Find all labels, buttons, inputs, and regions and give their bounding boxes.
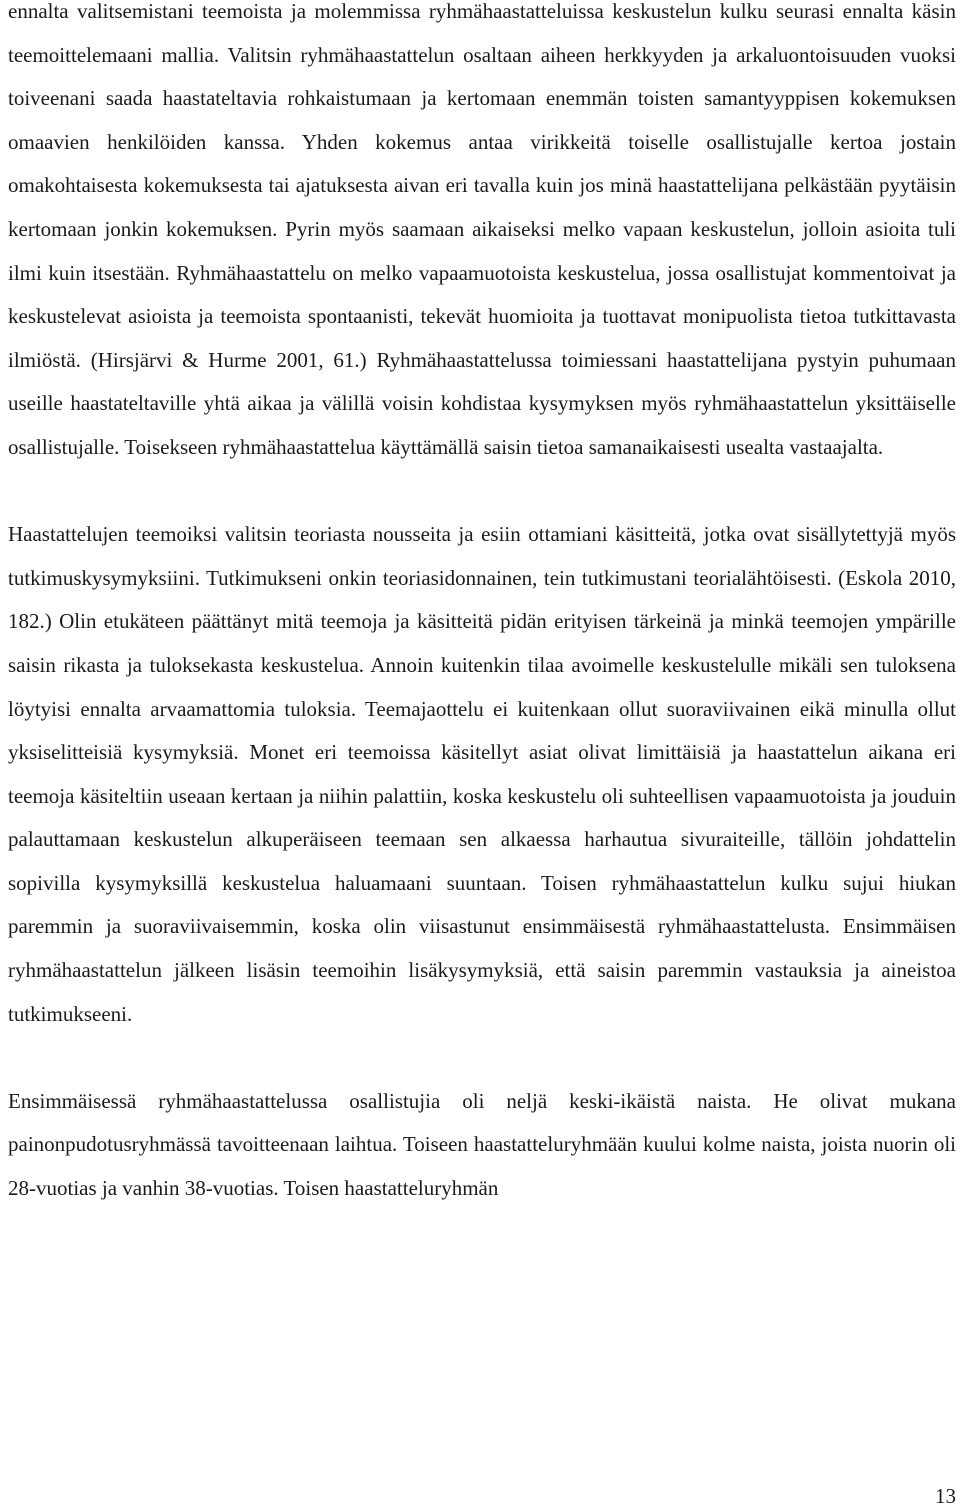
- paragraph-spacer: [8, 470, 956, 514]
- document-page: [8, 0, 956, 1211]
- paragraph-participants: Ensimmäisessä ryhmähaastattelussa osallistujia oli neljä keski-ikäistä naista. He olivat mukana painonpudotusryhmässä tavoitteenaan laihtua. Toiseen haastatteluryhmään kuului kolme naista, joista nuorin oli 28-vuotias ja vanhin 38-vuotias. Toisen haastatteluryhmän: [8, 1088, 956, 1201]
- page-number: 13: [935, 1484, 956, 1508]
- paragraph-spacer: [8, 1036, 956, 1080]
- paragraph-interview-themes: Haastattelujen teemoiksi valitsin teoriasta nousseita ja esiin ottamiani käsitteitä, jotka ovat sisällytettyjä myös tutkimuskysymyksiini. Tutkimukseni onkin teoriasidonnainen, tein tutkimustani teorialähtöisesti. (Eskola 2010, 182.) Olin etukäteen päättänyt mitä teemoja ja käsitteitä pidän erityisen tärkeinä ja minkä teemojen ympärille saisin rikasta ja tuloksekasta keskustelua. Annoin kuitenkin tilaa avoimelle keskustelulle mikäli sen tuloksena löytyisi ennalta arvaamattomia tuloksia. Teemajaottelu ei kuitenkaan ollut suoraviivainen eikä minulla ollut yksiselitteisiä kysymyksiä. Monet eri teemoissa käsitellyt asiat olivat limittäisiä ja haastattelun aikana eri teemoja käsiteltiin useaan kertaan ja niihin palattiin, koska keskustelu oli suhteellisen vapaamuotoista ja jouduin palauttamaan keskustelun alkuperäiseen teemaan sen alkaessa harhautua sivuraiteille, tällöin johdattelin sopivilla kysymyksillä keskustelua haluamaani suuntaan. Toisen ryhmähaastattelun kulku sujui hiukan paremmin ja suoraviivaisemmin, koska olin viisastunut ensimmäisestä ryhmähaastattelusta. Ensimmäisen ryhmähaastattelun jälkeen lisäsin teemoihin lisäkysymyksiä, että saisin paremmin vastauksia ja aineistoa tutkimukseeni.: [8, 522, 956, 1026]
- paragraph-group-interview-rationale: ennalta valitsemistani teemoista ja molemmissa ryhmähaastatteluissa keskustelun kulku seurasi ennalta käsin teemoittelemaani mallia. Valitsin ryhmähaastattelun osaltaan aiheen herkkyyden ja arkaluontoisuuden vuoksi toiveenani saada haastateltavia rohkaistumaan ja kertomaan enemmän toisten samantyyppisen kokemuksen omaavien henkilöiden kanssa. Yhden kokemus antaa virikkeitä toiselle osallistujalle kertoa jostain omakohtaisesta kokemuksesta tai ajatuksesta aivan eri tavalla kuin jos minä haastattelijana pelkästään pyytäisin kertomaan jonkin kokemuksen. Pyrin myös saamaan aikaiseksi melko vapaan keskustelun, jolloin asioita tuli ilmi kuin itsestään. Ryhmähaastattelu on melko vapaamuotoista keskustelua, jossa osallistujat kommentoivat ja keskustelevat asioista ja teemoista spontaanisti, tekevät huomioita ja tuottavat monipuolista tietoa tutkittavasta ilmiöstä. (Hirsjärvi & Hurme 2001, 61.) Ryhmähaastattelussa toimiessani haastattelijana pystyin puhumaan useille haastateltaville yhtä aikaa ja välillä voisin kohdistaa kysymyksen myös ryhmähaastattelun yksittäiselle osallistujalle. Toisekseen ryhmähaastattelua käyttämällä saisin tietoa samanaikaisesti usealta vastaajalta.: [8, 0, 956, 459]
